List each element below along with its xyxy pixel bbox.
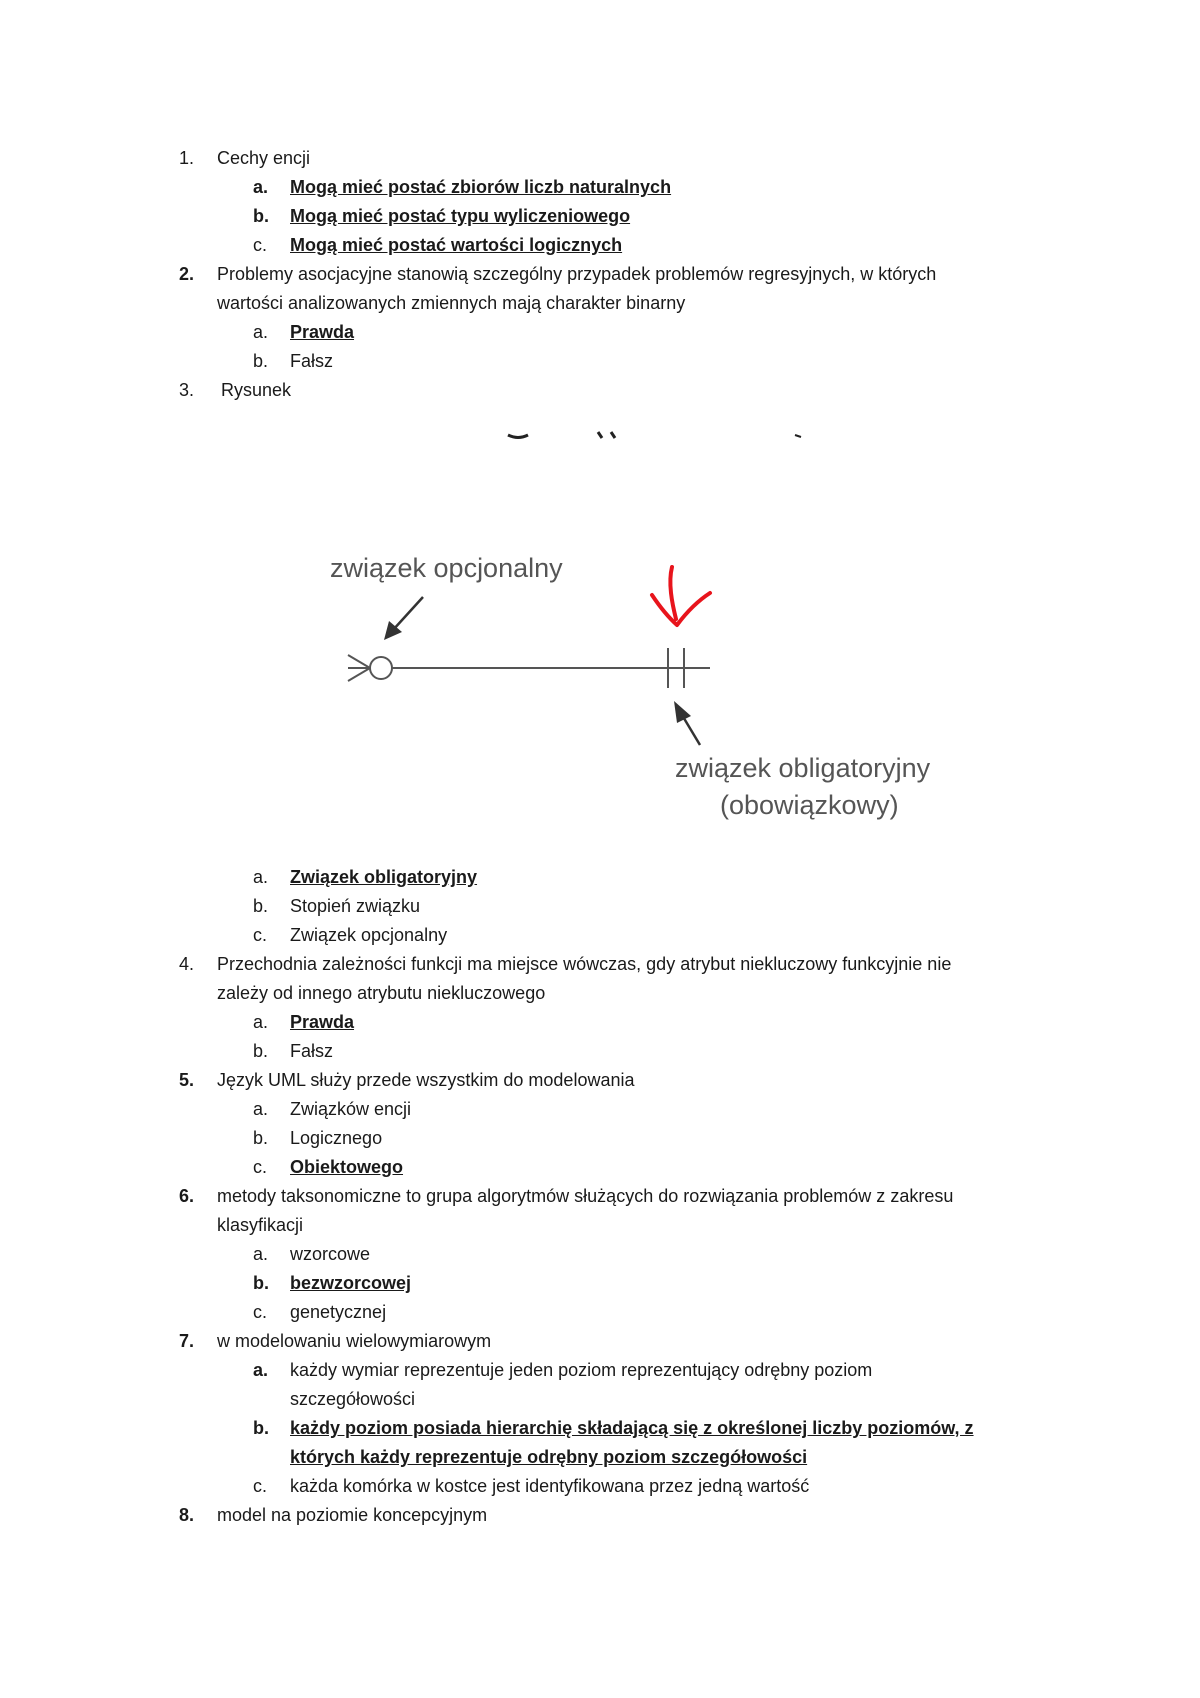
crows-foot-optional-symbol: [348, 655, 392, 681]
option-text-correct: Mogą mieć postać typu wyliczeniowego: [290, 206, 631, 226]
option-text-correct: Prawda: [290, 1012, 355, 1032]
cropped-text-remnant: [508, 435, 528, 438]
option-text: Związków encji: [290, 1099, 412, 1119]
option-text-correct: bezwzorcowej: [290, 1273, 412, 1293]
option-letter: a.: [253, 322, 269, 342]
option-text-correct: Związek obligatoryjny: [290, 867, 478, 887]
question-text: w modelowaniu wielowymiarowym: [217, 1331, 492, 1351]
option-text-correct: których każdy reprezentuje odrębny poziom szczegółowości: [290, 1447, 808, 1467]
option-text: każda komórka w kostce jest identyfikowana przez jedną wartość: [290, 1476, 810, 1496]
option-text: Stopień związku: [290, 896, 421, 916]
option-letter: c.: [253, 925, 268, 945]
question-text: Problemy asocjacyjne stanowią szczególny przypadek problemów regresyjnych, w których: [217, 264, 937, 284]
option-letter: a.: [253, 867, 269, 887]
cropped-text-remnant: [598, 432, 615, 438]
question-text: zależy od innego atrybutu niekluczowego: [217, 983, 546, 1003]
question-number: 3.: [179, 380, 195, 400]
option-letter: c.: [253, 1302, 268, 1322]
question-text: metody taksonomiczne to grupa algorytmów służących do rozwiązania problemów z zakresu: [217, 1186, 954, 1206]
question-number: 1.: [179, 148, 195, 168]
question-number: 6.: [179, 1186, 195, 1206]
option-text: Fałsz: [290, 1041, 334, 1061]
question-number: 8.: [179, 1505, 195, 1525]
option-text: Fałsz: [290, 351, 334, 371]
question-text: model na poziomie koncepcyjnym: [217, 1505, 488, 1525]
red-handdrawn-arrow-icon: [652, 567, 710, 625]
option-text: Logicznego: [290, 1128, 383, 1148]
black-arrow-icon: [384, 597, 423, 640]
option-text-correct: Obiektowego: [290, 1157, 404, 1177]
option-text-correct: Prawda: [290, 322, 355, 342]
option-letter: b.: [253, 351, 269, 371]
option-letter: c.: [253, 1476, 268, 1496]
black-arrow-icon: [674, 701, 700, 745]
option-letter: b.: [253, 896, 269, 916]
question-text: Rysunek: [221, 380, 292, 400]
label-mandatory-relationship-alt: (obowiązkowy): [720, 790, 899, 820]
option-letter: b.: [253, 1128, 269, 1148]
option-letter: b.: [253, 1041, 269, 1061]
option-letter: b.: [253, 1273, 269, 1293]
question-text: Przechodnia zależności funkcji ma miejsce wówczas, gdy atrybut niekluczowy funkcyjnie nie: [217, 954, 952, 974]
question-number: 5.: [179, 1070, 195, 1090]
option-letter: b.: [253, 1418, 269, 1438]
option-text: szczegółowości: [290, 1389, 416, 1409]
option-letter: b.: [253, 206, 269, 226]
cropped-text-remnant: [795, 435, 801, 437]
option-text: wzorcowe: [290, 1244, 371, 1264]
option-text: Związek opcjonalny: [290, 925, 448, 945]
erd-relationship-figure: [300, 425, 1020, 845]
option-text-correct: Mogą mieć postać zbiorów liczb naturalnych: [290, 177, 672, 197]
option-letter: a.: [253, 1012, 269, 1032]
option-text: genetycznej: [290, 1302, 387, 1322]
question-text: wartości analizowanych zmiennych mają charakter binarny: [217, 293, 686, 313]
question-number: 4.: [179, 954, 195, 974]
option-letter: a.: [253, 177, 269, 197]
label-optional-relationship: związek opcjonalny: [330, 553, 563, 583]
option-text-correct: każdy poziom posiada hierarchię składającą się z określonej liczby poziomów, z: [290, 1418, 974, 1438]
erd-relationship-diagram: [300, 425, 1020, 845]
option-text-correct: Mogą mieć postać wartości logicznych: [290, 235, 623, 255]
option-letter: c.: [253, 1157, 268, 1177]
question-text: Język UML służy przede wszystkim do modelowania: [217, 1070, 635, 1090]
option-letter: a.: [253, 1360, 269, 1380]
label-mandatory-relationship: związek obligatoryjny: [675, 753, 931, 783]
question-text: klasyfikacji: [217, 1215, 304, 1235]
option-letter: a.: [253, 1244, 269, 1264]
option-letter: c.: [253, 235, 268, 255]
option-letter: a.: [253, 1099, 269, 1119]
question-number: 2.: [179, 264, 195, 284]
question-text: Cechy encji: [217, 148, 311, 168]
option-text: każdy wymiar reprezentuje jeden poziom reprezentujący odrębny poziom: [290, 1360, 873, 1380]
question-number: 7.: [179, 1331, 195, 1351]
